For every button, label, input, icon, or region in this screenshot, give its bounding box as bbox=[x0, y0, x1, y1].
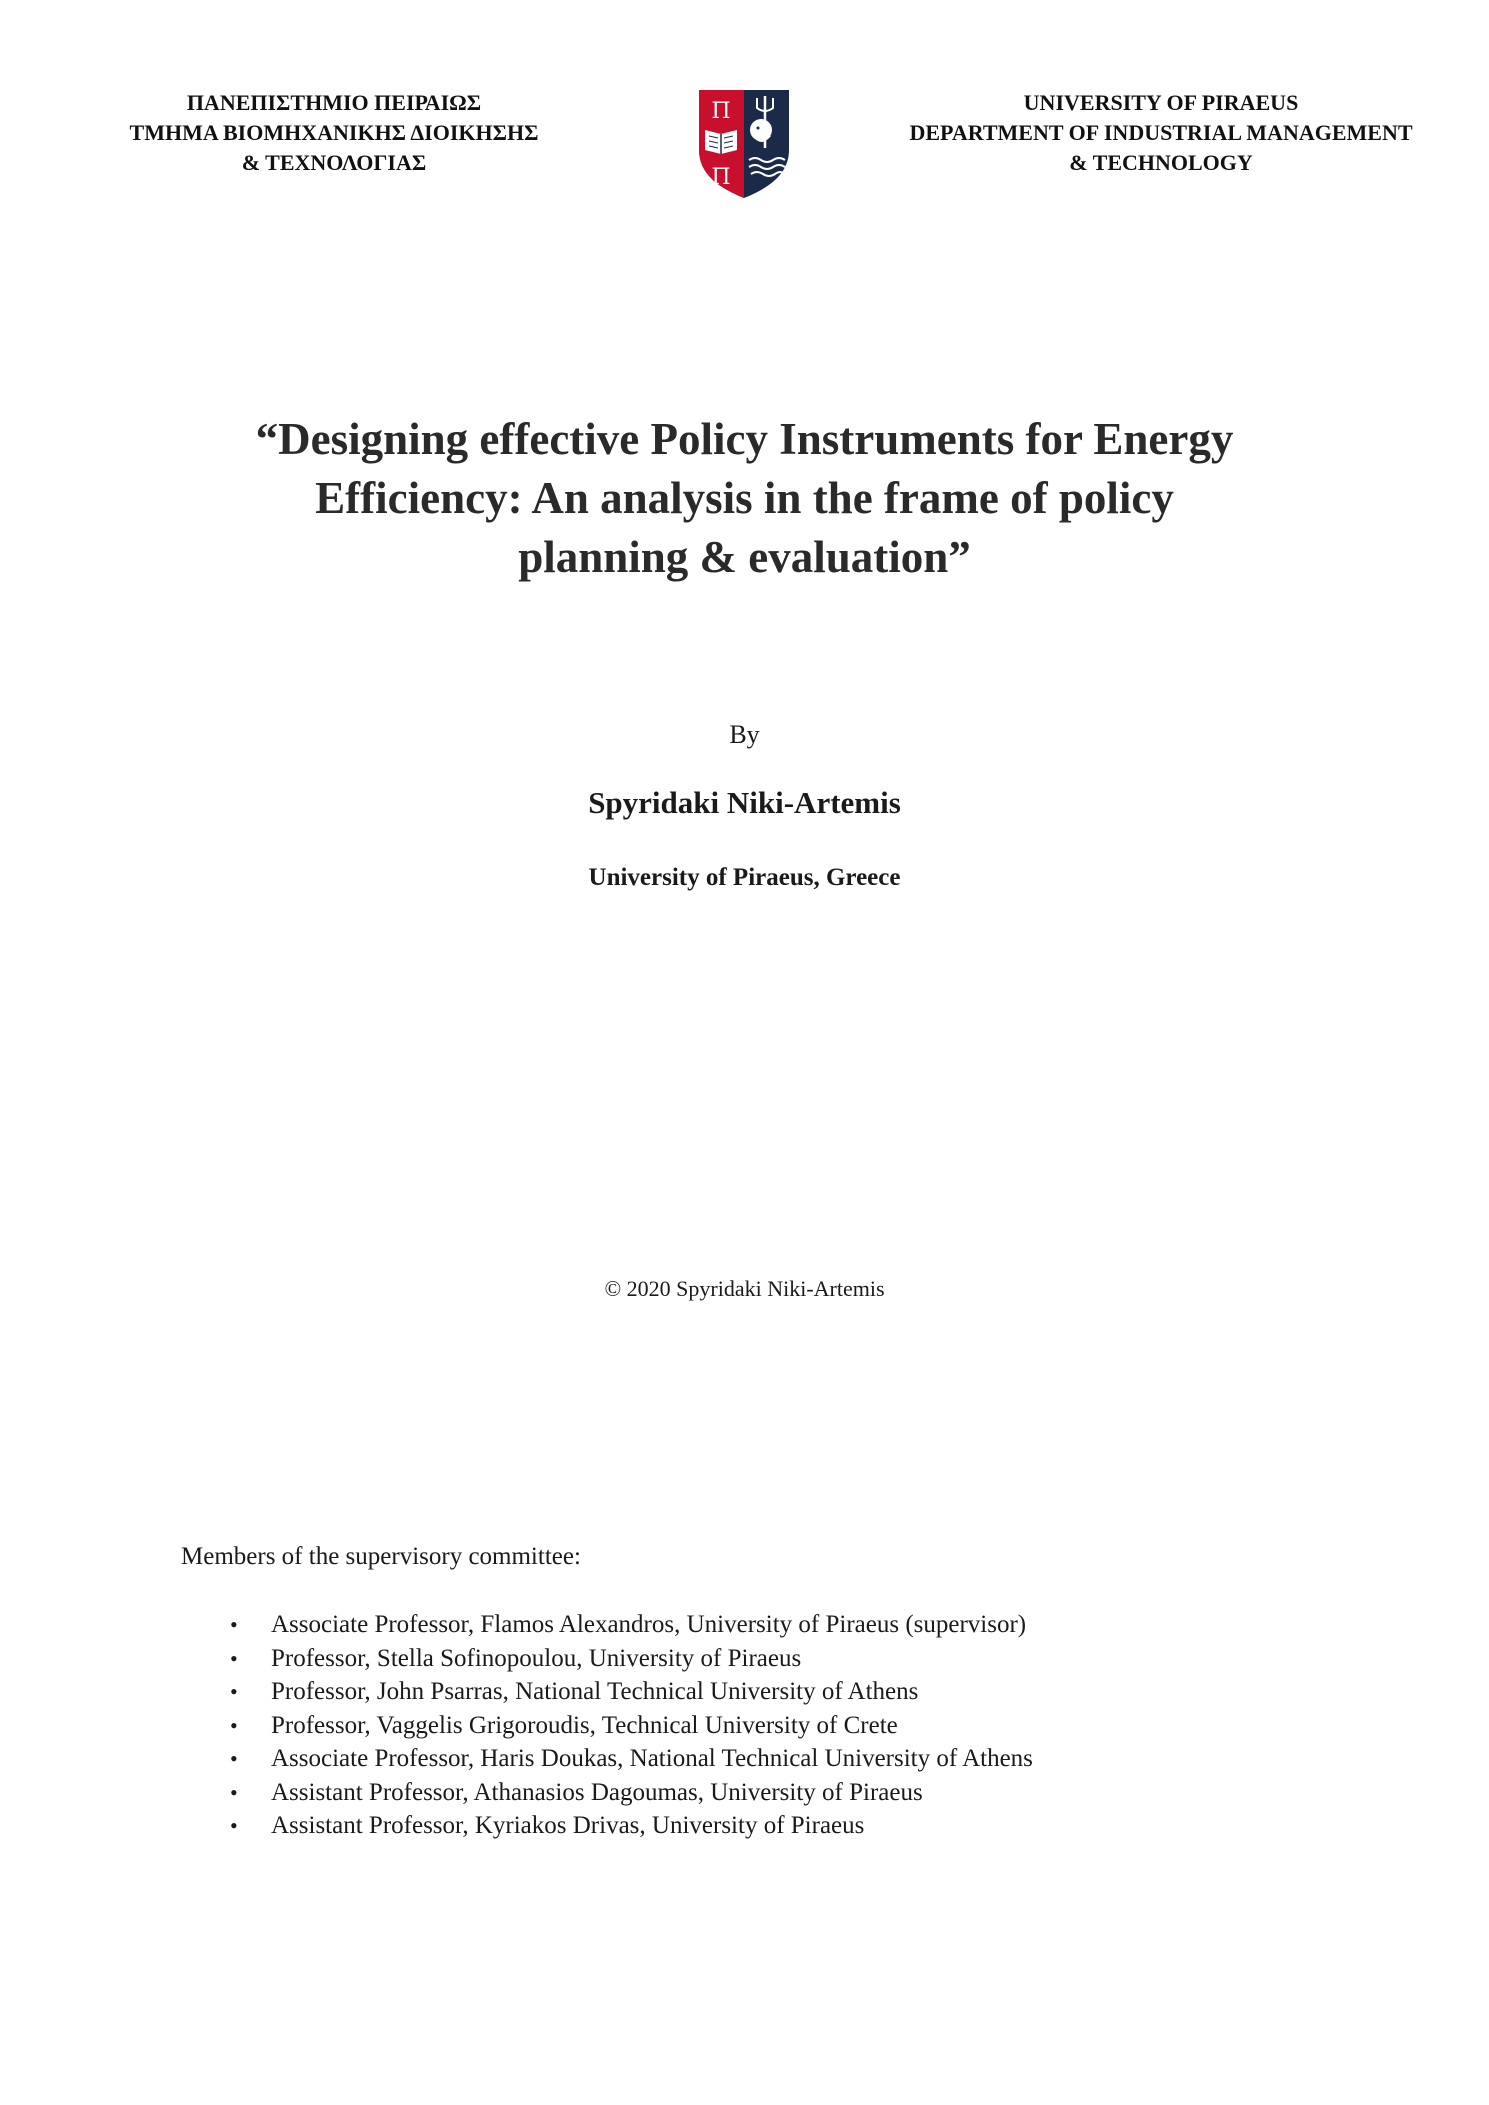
bullet-icon: • bbox=[230, 1612, 238, 1637]
bullet-icon: • bbox=[230, 1645, 238, 1671]
committee-member-text: Assistant Professor, Athanasios Dagoumas, University of Piraeus bbox=[271, 1778, 923, 1806]
university-crest-icon bbox=[695, 88, 793, 200]
committee-heading: Members of the supervisory committee: bbox=[181, 1543, 581, 1570]
committee-member-text: Assistant Professor, Kyriakos Drivas, University of Piraeus bbox=[271, 1812, 865, 1839]
committee-member bbox=[230, 1776, 1033, 1810]
svg-text:Π: Π bbox=[711, 99, 731, 124]
committee-list bbox=[230, 1608, 1033, 1843]
thesis-title bbox=[150, 410, 1339, 587]
header-greek-institution bbox=[96, 88, 572, 178]
author-affiliation: University of Piraeus, Greece bbox=[588, 864, 901, 891]
bullet-icon: • bbox=[230, 1746, 238, 1771]
committee-member bbox=[230, 1642, 1033, 1676]
committee-member-text: Professor, Vaggelis Grigoroudis, Technical University of Crete bbox=[271, 1711, 898, 1739]
header-english-line: & TECHNOLOGY bbox=[1069, 150, 1253, 175]
header-greek-line: ΠΑΝΕΠΙΣΤΗΜΙΟ ΠΕΙΡΑΙΩΣ bbox=[186, 90, 482, 115]
thesis-title-line: “Designing effective Policy Instruments for Energy bbox=[255, 414, 1234, 464]
copyright-notice: © 2020 Spyridaki Niki-Artemis bbox=[604, 1276, 885, 1301]
bullet-icon: • bbox=[230, 1679, 238, 1704]
bullet-icon: • bbox=[230, 1779, 238, 1805]
svg-text:Π: Π bbox=[711, 165, 731, 190]
committee-member bbox=[230, 1809, 1033, 1843]
header-english-institution bbox=[868, 88, 1454, 178]
committee-member-text: Associate Professor, Flamos Alexandros, University of Piraeus (supervisor) bbox=[271, 1611, 1027, 1638]
committee-member bbox=[230, 1742, 1033, 1776]
committee-member-text: Associate Professor, Haris Doukas, National Technical University of Athens bbox=[271, 1745, 1033, 1772]
committee-member-text: Professor, John Psarras, National Technical University of Athens bbox=[271, 1678, 919, 1705]
committee-member bbox=[230, 1709, 1033, 1743]
header-greek-line: & ΤΕΧΝΟΛΟΓΙΑΣ bbox=[241, 150, 427, 175]
header-english-line: UNIVERSITY OF PIRAEUS bbox=[1023, 90, 1299, 115]
bullet-icon: • bbox=[230, 1813, 238, 1838]
committee-member bbox=[230, 1608, 1033, 1642]
header-greek-line: ΤΜΗΜΑ ΒΙΟΜΗΧΑΝΙΚΗΣ ΔΙΟΙΚΗΣΗΣ bbox=[129, 120, 539, 145]
header-english-line: DEPARTMENT OF INDUSTRIAL MANAGEMENT bbox=[909, 120, 1413, 145]
bullet-icon: • bbox=[230, 1712, 238, 1738]
committee-member bbox=[230, 1675, 1033, 1709]
author-name: Spyridaki Niki-Artemis bbox=[588, 785, 901, 820]
committee-member-text: Professor, Stella Sofinopoulou, University of Piraeus bbox=[271, 1644, 802, 1672]
thesis-title-line: Efficiency: An analysis in the frame of policy bbox=[315, 473, 1174, 523]
by-label: By bbox=[729, 720, 760, 749]
thesis-title-line: planning & evaluation” bbox=[518, 532, 971, 582]
